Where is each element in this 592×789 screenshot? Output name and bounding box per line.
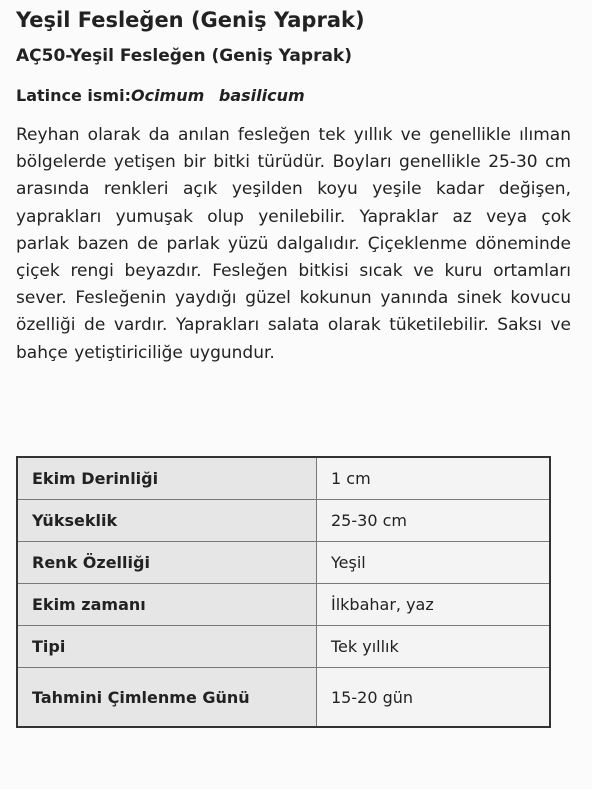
- spec-value: 15-20 gün: [317, 668, 551, 728]
- spec-value: İlkbahar, yaz: [317, 584, 551, 626]
- specs-table: [16, 456, 551, 728]
- product-code-title: AÇ50-Yeşil Fesleğen (Geniş Yaprak): [16, 46, 353, 66]
- spec-value: Tek yıllık: [317, 626, 551, 668]
- table-row: [17, 500, 550, 542]
- latin-name-value: Ocimum basilicum: [130, 86, 305, 105]
- spec-label: Renk Özelliği: [17, 542, 317, 584]
- spec-label: Tahmini Çimlenme Günü: [17, 668, 317, 728]
- spec-value: 25-30 cm: [317, 500, 551, 542]
- table-row: [17, 626, 550, 668]
- latin-name-line: [16, 86, 305, 105]
- spec-label: Yükseklik: [17, 500, 317, 542]
- latin-name-label: Latince ismi:: [16, 86, 131, 105]
- spec-value: 1 cm: [317, 457, 551, 500]
- table-row: [17, 457, 550, 500]
- table-row: [17, 542, 550, 584]
- table-row: [17, 584, 550, 626]
- description-paragraph: Reyhan olarak da anılan fesleğen tek yıllık ve genellikle ılıman bölgelerde yetişen bir bitki türüdür. Boyları genellikle 25-30 cm arasında renkleri açık yeşilden koyu yeşile kadar değişen, yaprakları yumuşak olup yenilebilir. Yapraklar az veya çok parlak bazen de parlak yüzü dalgalıdır. Çiçeklenme döneminde çiçek rengi beyazdır. Fesleğen bitkisi sıcak ve kuru ortamları sever. Fesleğenin yaydığı güzel kokunun yanında sinek kovucu özelliği de vardır. Yaprakları salata olarak tüketilebilir. Saksı ve bahçe yetiştiriciliğe uygundur.: [16, 125, 571, 363]
- page-title: Yeşil Fesleğen (Geniş Yaprak): [16, 8, 365, 32]
- spec-label: Tipi: [17, 626, 317, 668]
- spec-label: Ekim Derinliği: [17, 457, 317, 500]
- table-row: [17, 668, 550, 728]
- spec-value: Yeşil: [317, 542, 551, 584]
- spec-label: Ekim zamanı: [17, 584, 317, 626]
